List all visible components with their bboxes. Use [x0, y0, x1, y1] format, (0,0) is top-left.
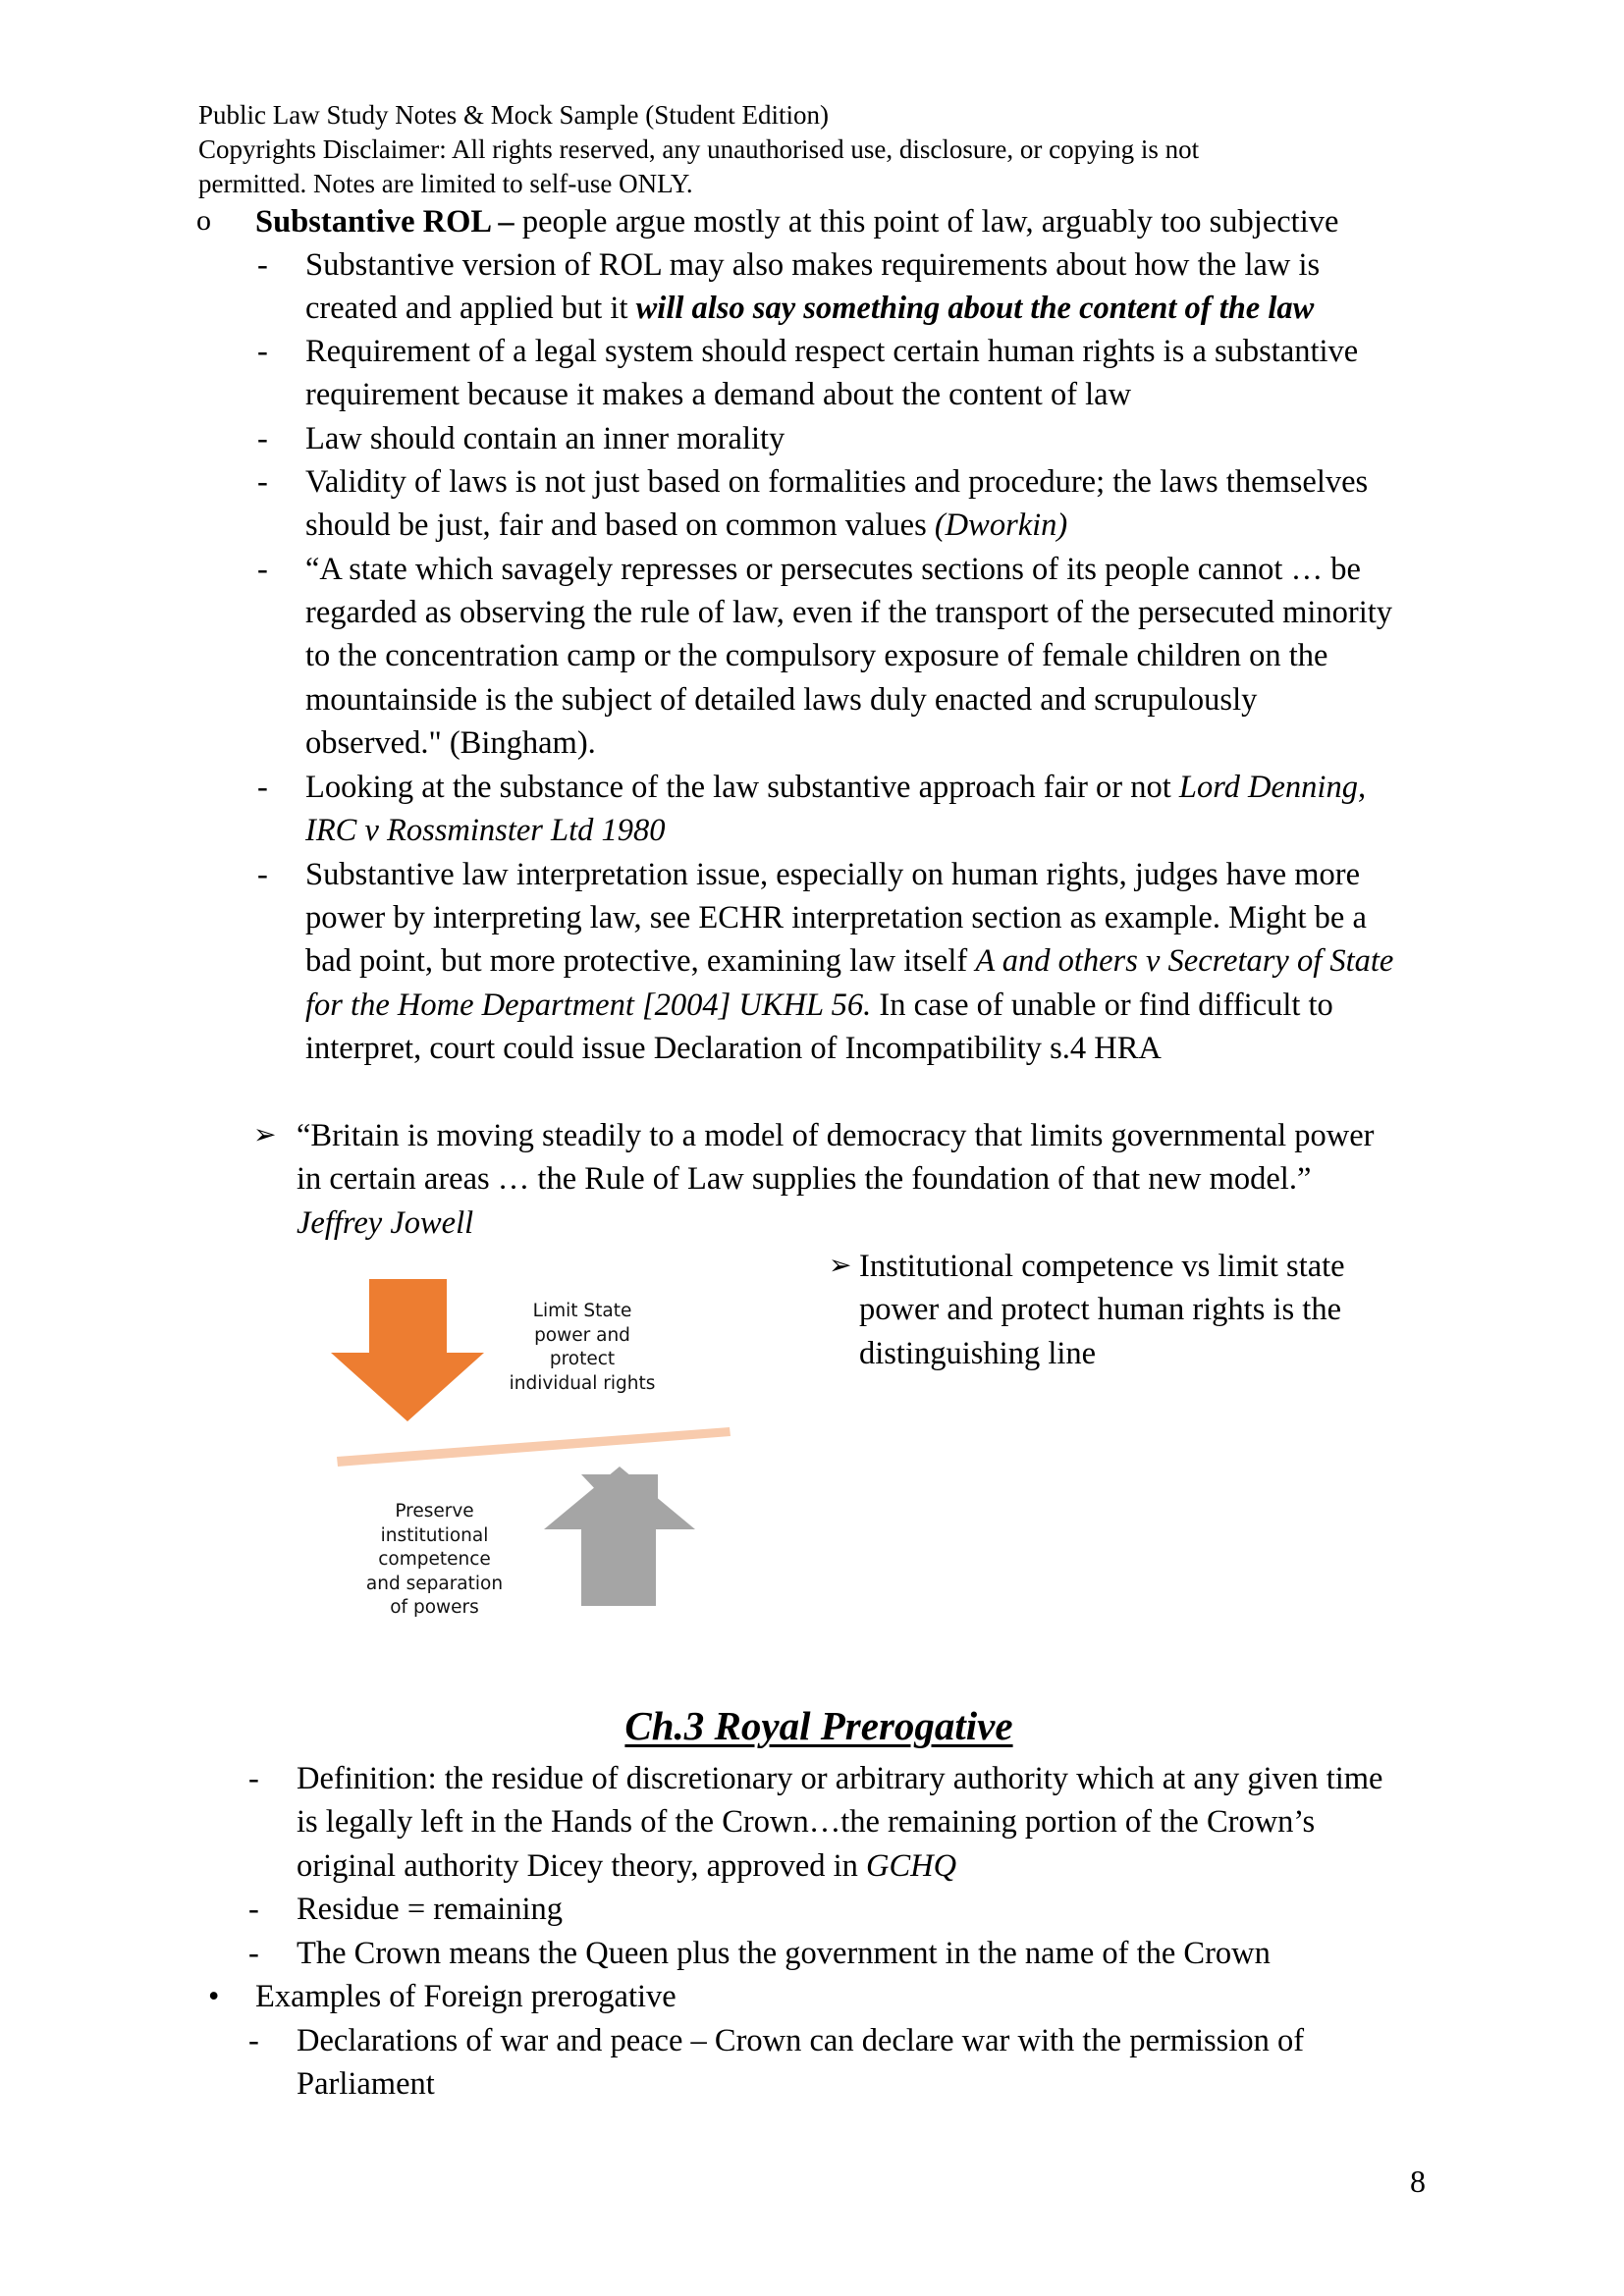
text-run: created and applied but it [305, 291, 636, 326]
dash-bullet: - [248, 1761, 259, 1796]
dash-bullet: - [257, 334, 268, 369]
bingham-quote: “A state which savagely represses or persecutes sections of its people cannot … be [305, 552, 1361, 587]
dash-bullet: - [248, 1892, 259, 1927]
balance-bar [337, 1427, 731, 1467]
list-item-cont [305, 939, 1393, 983]
list-item-cont [305, 287, 1314, 330]
list-item: Residue = remaining [297, 1892, 564, 1927]
citation: GCHQ [866, 1848, 957, 1884]
copyright-disclaimer-cont: permitted. Notes are limited to self-use ONLY. [198, 169, 693, 198]
emphasis-text: will also say something about the content of the law [635, 291, 1315, 326]
bingham-quote-cont: to the concentration camp or the compulsory exposure of female children on the [305, 638, 1328, 673]
list-item: Validity of laws is not just based on formalities and procedure; the laws themselves [305, 464, 1369, 500]
arrow-bullet-icon: ➢ [829, 1251, 852, 1281]
citation: Lord Denning, [1178, 770, 1367, 805]
substantive-rol-heading [255, 200, 1338, 243]
page-number: 8 [1410, 2163, 1426, 2199]
definition-item-cont [297, 1844, 956, 1888]
quote-author: Jeffrey Jowell [297, 1205, 474, 1241]
document-title: Public Law Study Notes & Mock Sample (Student Edition) [198, 100, 829, 130]
dash-bullet: - [257, 552, 268, 587]
substantive-rol-desc: people argue mostly at this point of law, arguably too subjective [514, 204, 1339, 240]
dash-bullet: - [257, 857, 268, 892]
side-note-cont: power and protect human rights is the [859, 1292, 1341, 1327]
list-item: Substantive version of ROL may also makes requirements about how the law is [305, 247, 1321, 283]
arrow-bullet-icon: ➢ [253, 1120, 277, 1150]
examples-heading: Examples of Foreign prerogative [255, 1979, 677, 2014]
text-run: original authority Dicey theory, approved in [297, 1848, 867, 1884]
side-note-cont: distinguishing line [859, 1336, 1097, 1371]
label-line: institutional [380, 1524, 489, 1546]
label-line: power and [534, 1324, 630, 1346]
label-line: individual rights [509, 1372, 656, 1394]
list-item: The Crown means the Queen plus the government in the name of the Crown [297, 1936, 1271, 1971]
label-line: protect [549, 1349, 616, 1369]
balance-diagram [324, 1272, 746, 1635]
up-arrow-icon [544, 1467, 695, 1606]
circle-bullet-icon: o [196, 204, 211, 237]
list-item [305, 766, 1366, 809]
dash-bullet: - [257, 247, 268, 283]
side-note: Institutional competence vs limit state [859, 1249, 1345, 1284]
definition-item-cont: is legally left in the Hands of the Crown…the remaining portion of the Crown’s [297, 1804, 1316, 1840]
down-arrow-icon [331, 1279, 484, 1421]
list-item-cont: requirement because it makes a demand about the content of law [305, 377, 1132, 412]
list-item-cont: interpret, court could issue Declaration of Incompatibility s.4 HRA [305, 1031, 1162, 1066]
top-label [489, 1300, 676, 1396]
citation: for the Home Department [2004] UKHL 56. [305, 988, 872, 1023]
bottom-label [363, 1500, 506, 1621]
dash-bullet: - [257, 770, 268, 805]
list-item-cont: Parliament [297, 2066, 435, 2102]
bingham-quote-cont: mountainside is the subject of detailed laws duly enacted and scrupulously [305, 682, 1258, 718]
dash-bullet: - [257, 421, 268, 456]
jowell-quote: “Britain is moving steadily to a model of democracy that limits governmental power [297, 1118, 1375, 1153]
substantive-rol-title: Substantive ROL – [255, 204, 514, 240]
definition-item: Definition: the residue of discretionary or arbitrary authority which at any given time [297, 1761, 1383, 1796]
round-bullet-icon: • [208, 1979, 220, 2014]
case-citation: IRC v Rossminster Ltd 1980 [305, 813, 666, 848]
text-run: In case of unable or find difficult to [871, 988, 1333, 1023]
text-run: bad point, but more protective, examining law itself [305, 943, 976, 979]
dash-bullet: - [257, 464, 268, 500]
list-item: Declarations of war and peace – Crown can declare war with the permission of [297, 2023, 1305, 2058]
label-line: and separation [365, 1573, 504, 1594]
text-run: Looking at the substance of the law substantive approach fair or not [305, 770, 1179, 805]
list-item-cont [305, 984, 1333, 1027]
list-item: Law should contain an inner morality [305, 421, 785, 456]
label-line: competence [378, 1549, 491, 1570]
citation: A and others v Secretary of State [975, 943, 1394, 979]
text-run: should be just, fair and based on common values [305, 507, 935, 543]
label-line: of powers [390, 1597, 479, 1618]
dash-bullet: - [248, 2023, 259, 2058]
chapter-heading: Ch.3 Royal Prerogative [624, 1703, 1013, 1748]
citation: (Dworkin) [934, 507, 1068, 543]
list-item: Substantive law interpretation issue, especially on human rights, judges have more [305, 857, 1361, 892]
bingham-quote-cont: observed." (Bingham). [305, 725, 596, 761]
jowell-quote-cont: in certain areas … the Rule of Law supplies the foundation of that new model.” [297, 1161, 1312, 1197]
label-line: Limit State [532, 1301, 632, 1321]
list-item: Requirement of a legal system should respect certain human rights is a substantive [305, 334, 1359, 369]
label-line: Preserve [395, 1501, 474, 1522]
list-item-cont: power by interpreting law, see ECHR interpretation section as example. Might be a [305, 900, 1367, 935]
bingham-quote-cont: regarded as observing the rule of law, even if the transport of the persecuted minority [305, 595, 1393, 630]
copyright-disclaimer: Copyrights Disclaimer: All rights reserved, any unauthorised use, disclosure, or copying is not [198, 134, 1200, 164]
dash-bullet: - [248, 1936, 259, 1971]
list-item-cont [305, 504, 1067, 547]
